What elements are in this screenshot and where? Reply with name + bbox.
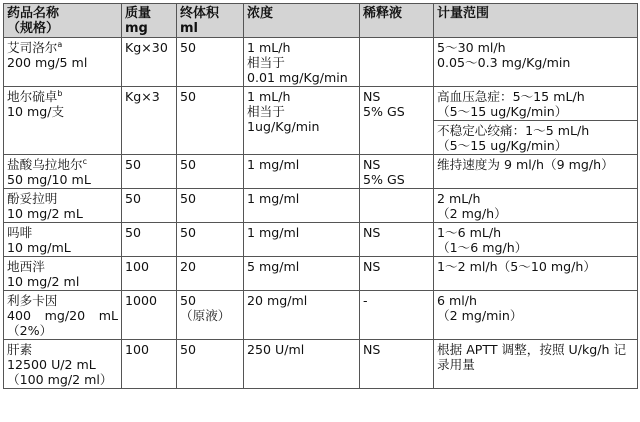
table-row bbox=[4, 223, 638, 257]
drug-spec: 10 mg/支 bbox=[7, 104, 65, 119]
mass-cell: 50 bbox=[122, 223, 177, 257]
drug-cell bbox=[4, 189, 122, 223]
table-row bbox=[4, 291, 638, 340]
header-concentration: 浓度 bbox=[244, 4, 360, 38]
drug-spec: 400 mg/20 mL bbox=[7, 308, 118, 323]
footnote-marker: a bbox=[57, 39, 63, 49]
drug-cell bbox=[4, 223, 122, 257]
concentration-line: 相当于 bbox=[247, 104, 285, 119]
dose-range-line: 6 ml/h bbox=[437, 293, 478, 308]
header-drug-name-line2: （规格） bbox=[7, 21, 60, 36]
diluent-cell bbox=[360, 155, 434, 189]
header-mass-line2: mg bbox=[125, 21, 148, 36]
diluent-cell: NS bbox=[360, 257, 434, 291]
header-final-volume-line2: ml bbox=[180, 21, 199, 36]
dose-range-cell bbox=[434, 121, 638, 155]
header-final-volume-line1: 终体积 bbox=[180, 6, 220, 21]
table-row bbox=[4, 340, 638, 389]
mass-cell: 1000 bbox=[122, 291, 177, 340]
header-drug-name-line1: 药品名称 bbox=[7, 6, 60, 21]
dose-range-line: 高血压急症：5～15 mL/h bbox=[437, 89, 585, 104]
dose-range-cell: 1～2 ml/h（5～10 mg/h） bbox=[434, 257, 638, 291]
dose-range-line: （5～15 ug/Kg/min） bbox=[437, 104, 568, 119]
mass-cell: 50 bbox=[122, 155, 177, 189]
concentration-cell: 1 mg/ml bbox=[244, 189, 360, 223]
drug-cell bbox=[4, 257, 122, 291]
drug-spec: 200 mg/5 ml bbox=[7, 55, 88, 70]
volume-cell: 20 bbox=[177, 257, 244, 291]
drug-cell bbox=[4, 340, 122, 389]
table-header-row bbox=[4, 4, 638, 38]
volume-cell: 50 bbox=[177, 38, 244, 87]
dose-range-line: 0.05～0.3 mg/Kg/min bbox=[437, 55, 571, 70]
concentration-line: 1ug/Kg/min bbox=[247, 119, 320, 134]
drug-cell bbox=[4, 87, 122, 155]
drug-name bbox=[7, 40, 118, 55]
dose-range-line: （2 mg/h） bbox=[437, 206, 507, 221]
diluent-cell bbox=[360, 189, 434, 223]
drug-spec-line2: （2%） bbox=[7, 323, 53, 338]
drug-name-text: 盐酸乌拉地尔 bbox=[7, 157, 83, 172]
header-mass-line1: 质量 bbox=[125, 6, 152, 21]
footnote-marker: b bbox=[57, 88, 63, 98]
concentration-line: 1 mL/h bbox=[247, 40, 291, 55]
volume-cell bbox=[177, 291, 244, 340]
dose-range-cell bbox=[434, 291, 638, 340]
drug-spec-line2: （100 mg/2 ml） bbox=[7, 372, 113, 387]
drug-name-text: 艾司洛尔 bbox=[7, 40, 58, 55]
volume-cell: 50 bbox=[177, 155, 244, 189]
header-dose-range: 计量范围 bbox=[434, 4, 638, 38]
dose-range-cell bbox=[434, 38, 638, 87]
concentration-cell bbox=[244, 87, 360, 155]
footnote-marker: c bbox=[82, 156, 87, 166]
drug-cell bbox=[4, 38, 122, 87]
dose-range-line: （2 mg/min） bbox=[437, 308, 523, 323]
diluent-line: NS bbox=[363, 157, 381, 172]
header-diluent: 稀释液 bbox=[360, 4, 434, 38]
header-mass bbox=[122, 4, 177, 38]
concentration-cell: 1 mg/ml bbox=[244, 223, 360, 257]
drug-name bbox=[7, 157, 118, 172]
mass-cell: Kg×30 bbox=[122, 38, 177, 87]
diluent-line: 5% GS bbox=[363, 172, 405, 187]
diluent-line: NS bbox=[363, 89, 381, 104]
dose-range-cell bbox=[434, 340, 638, 389]
mass-cell: 100 bbox=[122, 257, 177, 291]
dose-range-line: 2 mL/h bbox=[437, 191, 481, 206]
drug-name bbox=[7, 89, 118, 104]
dose-range-cell: 维持速度为 9 ml/h（9 mg/h） bbox=[434, 155, 638, 189]
drug-spec: 10 mg/2 mL bbox=[7, 206, 83, 221]
volume-cell: 50 bbox=[177, 340, 244, 389]
drug-infusion-table bbox=[3, 3, 638, 389]
table-row bbox=[4, 38, 638, 87]
dose-range-line: 1～6 mL/h bbox=[437, 225, 502, 240]
drug-name: 地西泮 bbox=[7, 259, 45, 274]
drug-cell bbox=[4, 291, 122, 340]
diluent-cell: NS bbox=[360, 340, 434, 389]
drug-spec: 10 mg/mL bbox=[7, 240, 71, 255]
drug-cell bbox=[4, 155, 122, 189]
table-row bbox=[4, 155, 638, 189]
diluent-cell bbox=[360, 87, 434, 155]
concentration-line: 1 mL/h bbox=[247, 89, 291, 104]
concentration-cell: 250 U/ml bbox=[244, 340, 360, 389]
volume-line: 50 bbox=[180, 293, 197, 308]
concentration-cell: 5 mg/ml bbox=[244, 257, 360, 291]
header-drug-name bbox=[4, 4, 122, 38]
table-row bbox=[4, 189, 638, 223]
drug-spec: 12500 U/2 mL bbox=[7, 357, 96, 372]
drug-name: 利多卡因 bbox=[7, 293, 58, 308]
concentration-line: 0.01 mg/Kg/min bbox=[247, 70, 348, 85]
concentration-cell: 1 mg/ml bbox=[244, 155, 360, 189]
drug-name: 肝素 bbox=[7, 342, 33, 357]
diluent-cell bbox=[360, 38, 434, 87]
concentration-cell: 20 mg/ml bbox=[244, 291, 360, 340]
mass-cell: 50 bbox=[122, 189, 177, 223]
volume-cell: 50 bbox=[177, 87, 244, 155]
dose-range-line: 不稳定心绞痛：1～5 mL/h bbox=[437, 123, 590, 138]
dose-range-line: 5～30 ml/h bbox=[437, 40, 506, 55]
volume-cell: 50 bbox=[177, 189, 244, 223]
dose-range-cell bbox=[434, 223, 638, 257]
drug-spec: 10 mg/2 ml bbox=[7, 274, 80, 289]
drug-name-text: 地尔硫卓 bbox=[7, 89, 58, 104]
mass-cell: 100 bbox=[122, 340, 177, 389]
dose-range-line: （1～6 mg/h） bbox=[437, 240, 528, 255]
table-row bbox=[4, 257, 638, 291]
drug-name: 酚妥拉明 bbox=[7, 191, 58, 206]
concentration-line: 相当于 bbox=[247, 55, 285, 70]
header-final-volume bbox=[177, 4, 244, 38]
diluent-cell: NS bbox=[360, 223, 434, 257]
volume-cell: 50 bbox=[177, 223, 244, 257]
mass-cell: Kg×3 bbox=[122, 87, 177, 155]
dose-range-line: （5～15 ug/Kg/min） bbox=[437, 138, 568, 153]
volume-line: （原液） bbox=[180, 308, 231, 323]
dose-range-cell bbox=[434, 87, 638, 121]
table-row bbox=[4, 87, 638, 121]
dose-range-cell bbox=[434, 189, 638, 223]
drug-spec: 50 mg/10 mL bbox=[7, 172, 91, 187]
concentration-cell bbox=[244, 38, 360, 87]
diluent-cell: - bbox=[360, 291, 434, 340]
diluent-line: 5% GS bbox=[363, 104, 405, 119]
drug-name: 吗啡 bbox=[7, 225, 33, 240]
dose-range-line: 根据 APTT 调整，按照 U/kg/h 记录用量 bbox=[437, 342, 627, 372]
